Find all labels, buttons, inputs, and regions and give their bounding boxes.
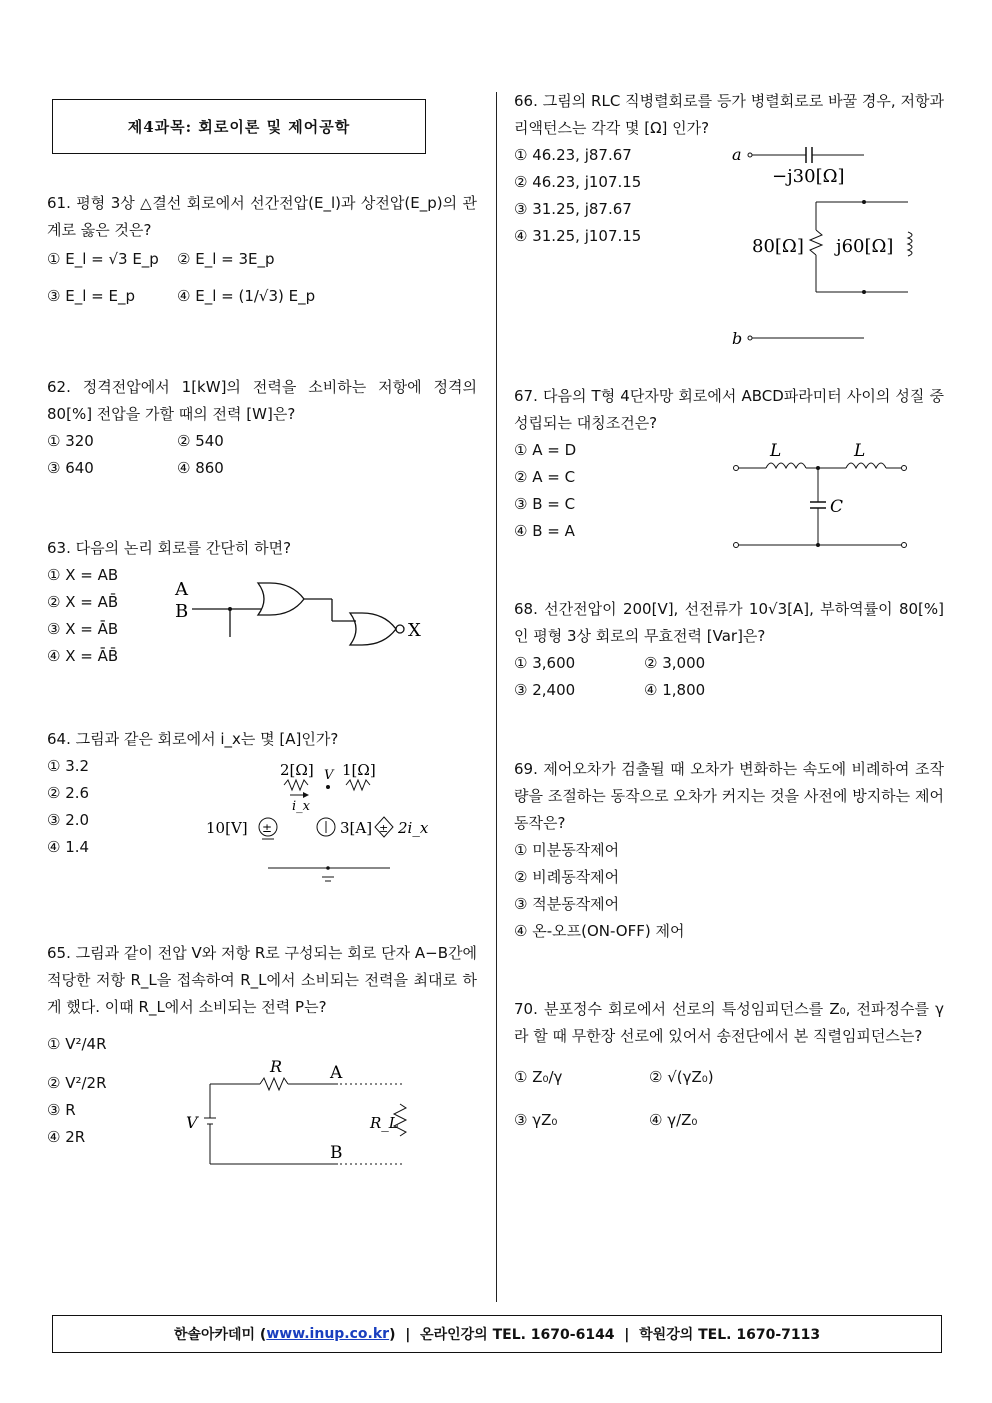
- question-68: [514, 596, 944, 704]
- current-source-label: 3[A]: [340, 819, 373, 837]
- question-67-option-4[interactable]: ④ B = A: [514, 522, 575, 540]
- question-61-option-1[interactable]: ① E_l = √3 E_p: [47, 250, 159, 268]
- question-68-option-2[interactable]: ② 3,000: [644, 654, 706, 672]
- ix-label: i_x: [292, 799, 310, 814]
- question-62-option-3[interactable]: ③ 640: [47, 459, 94, 477]
- footer-bar: [52, 1315, 942, 1353]
- node-v-label: V: [324, 768, 334, 783]
- terminal-a-label: a: [732, 145, 742, 164]
- question-64-option-2[interactable]: ② 2.6: [47, 784, 90, 802]
- dependent-source-circuit-diagram: [200, 755, 430, 885]
- svg-text:±: ±: [379, 822, 389, 835]
- question-68-option-4[interactable]: ④ 1,800: [644, 681, 706, 699]
- voltage-source-label: 10[V]: [206, 819, 248, 837]
- question-61: [47, 190, 477, 310]
- footer-url-link[interactable]: www.inup.co.kr: [266, 1326, 390, 1342]
- question-69-option-3[interactable]: ③ 적분동작제어: [514, 895, 620, 913]
- footer-contact: ) | 온라인강의 TEL. 1670-6144 | 학원강의 TEL. 1670-7113: [389, 1327, 821, 1343]
- question-67-option-1[interactable]: ① A = D: [514, 441, 577, 459]
- or-gate-icon: [258, 583, 304, 615]
- logic-input-b: B: [175, 601, 189, 622]
- question-65-option-4[interactable]: ④ 2R: [47, 1128, 86, 1146]
- rlc-circuit-diagram: [730, 140, 930, 350]
- question-69-option-2[interactable]: ② 비례동작제어: [514, 868, 620, 886]
- capacitor-c-label: C: [830, 497, 844, 517]
- section-title: 제4과목: 회로이론 및 제어공학: [52, 99, 426, 154]
- resistor-80-ohm-label: 80[Ω]: [752, 236, 804, 257]
- terminal-b-label: b: [732, 329, 743, 348]
- question-63-option-1[interactable]: ① X = AB: [47, 566, 119, 584]
- terminal-b-label: B: [330, 1143, 343, 1163]
- question-69-option-4[interactable]: ④ 온-오프(ON-OFF) 제어: [514, 922, 685, 940]
- capacitor-label: −j30[Ω]: [772, 166, 845, 187]
- question-63-option-2[interactable]: ② X = AB̄: [47, 593, 119, 611]
- resistor-2-ohm-label: 2[Ω]: [280, 761, 314, 779]
- question-67-option-3[interactable]: ③ B = C: [514, 495, 576, 513]
- question-65-option-1[interactable]: ① V²/4R: [47, 1035, 107, 1053]
- inductor-label: j60[Ω]: [836, 236, 894, 257]
- question-63-option-4[interactable]: ④ X = ĀB̄: [47, 647, 119, 665]
- question-62: [47, 374, 477, 482]
- question-66-stem: 66. 그림의 RLC 직병렬회로를 등가 병렬회로로 바꿀 경우, 저항과 리액턴스는 각각 몇 [Ω] 인가?: [514, 92, 944, 137]
- question-65-option-2[interactable]: ② V²/2R: [47, 1074, 107, 1092]
- question-64-option-3[interactable]: ③ 2.0: [47, 811, 90, 829]
- question-68-option-1[interactable]: ① 3,600: [514, 654, 576, 672]
- question-70-option-3[interactable]: ③ γZ₀: [514, 1111, 558, 1129]
- question-61-stem: 61. 평형 3상 △결선 회로에서 선간전압(E_l)과 상전압(E_p)의 관계로 옳은 것은?: [47, 194, 477, 239]
- question-69: [514, 756, 944, 945]
- question-67-stem: 67. 다음의 T형 4단자망 회로에서 ABCD파라미터 사이의 성질 중 성립되는 대칭조건은?: [514, 387, 944, 432]
- question-65-option-3[interactable]: ③ R: [47, 1101, 76, 1119]
- voltage-v-label: V: [186, 1113, 198, 1132]
- logic-output-x: X: [408, 620, 421, 641]
- question-62-option-4[interactable]: ④ 860: [177, 459, 224, 477]
- question-68-option-3[interactable]: ③ 2,400: [514, 681, 576, 699]
- question-61-option-2[interactable]: ② E_l = 3E_p: [177, 250, 275, 268]
- question-64-stem: 64. 그림과 같은 회로에서 i_x는 몇 [A]인가?: [47, 730, 339, 748]
- question-68-stem: 68. 선간전압이 200[V], 선전류가 10√3[A], 부하역률이 80[%] 인 평형 3상 회로의 무효전력 [Var]은?: [514, 600, 944, 645]
- logic-input-a: A: [175, 579, 188, 600]
- max-power-circuit-diagram: [180, 1056, 420, 1168]
- resistor-1-ohm-label: 1[Ω]: [342, 761, 376, 779]
- question-69-option-1[interactable]: ① 미분동작제어: [514, 841, 620, 859]
- t-network-diagram: [730, 438, 910, 553]
- question-66-option-1[interactable]: ① 46.23, j87.67: [514, 146, 632, 164]
- nor-gate-icon: [350, 613, 396, 645]
- question-63-option-3[interactable]: ③ X = ĀB: [47, 620, 119, 638]
- question-65-stem: 65. 그림과 같이 전압 V와 저항 R로 구성되는 회로 단자 A−B간에 적당한 저항 R_L을 접속하여 R_L에서 소비되는 전력을 최대로 하게 했다. 이때 R_L에서 소비되는 전력 P는?: [47, 944, 477, 1016]
- question-61-option-3[interactable]: ③ E_l = E_p: [47, 287, 135, 305]
- logic-circuit-diagram: [170, 575, 440, 655]
- question-64-option-1[interactable]: ① 3.2: [47, 757, 90, 775]
- question-70-stem: 70. 분포정수 회로에서 선로의 특성임피던스를 Z₀, 전파정수를 γ라 할 때 무한장 선로에 있어서 송전단에서 본 직렬임피던스는?: [514, 1000, 944, 1045]
- question-67-option-2[interactable]: ② A = C: [514, 468, 576, 486]
- resistor-r-label: R: [270, 1057, 283, 1076]
- question-66-option-2[interactable]: ② 46.23, j107.15: [514, 173, 642, 191]
- dependent-source-label: 2i_x: [398, 819, 429, 837]
- svg-text:±: ±: [262, 821, 273, 835]
- column-divider: [496, 92, 497, 1302]
- footer-brand: 한솔아카데미 (: [173, 1327, 267, 1343]
- question-70-option-4[interactable]: ④ γ/Z₀: [649, 1111, 698, 1129]
- inductor-1-label: L: [770, 441, 782, 461]
- question-62-stem: 62. 정격전압에서 1[kW]의 전력을 소비하는 저항에 정격의 80[%] 전압을 가할 때의 전력 [W]은?: [47, 378, 477, 423]
- question-62-option-1[interactable]: ① 320: [47, 432, 94, 450]
- question-63-stem: 63. 다음의 논리 회로를 간단히 하면?: [47, 539, 292, 557]
- question-70-option-1[interactable]: ① Z₀/γ: [514, 1068, 563, 1086]
- question-70: [514, 996, 944, 1134]
- question-66-option-3[interactable]: ③ 31.25, j87.67: [514, 200, 632, 218]
- question-64-option-4[interactable]: ④ 1.4: [47, 838, 90, 856]
- question-61-option-4[interactable]: ④ E_l = (1/√3) E_p: [177, 287, 316, 305]
- terminal-a-label: A: [330, 1063, 343, 1083]
- inductor-2-label: L: [854, 441, 866, 461]
- load-rl-label: R_L: [370, 1114, 399, 1132]
- question-62-option-2[interactable]: ② 540: [177, 432, 224, 450]
- question-69-stem: 69. 제어오차가 검출될 때 오차가 변화하는 속도에 비례하여 조작량을 조절하는 동작으로 오차가 커지는 것을 사전에 방지하는 제어 동작은?: [514, 760, 944, 832]
- question-70-option-2[interactable]: ② √(γZ₀): [649, 1068, 714, 1086]
- question-66-option-4[interactable]: ④ 31.25, j107.15: [514, 227, 642, 245]
